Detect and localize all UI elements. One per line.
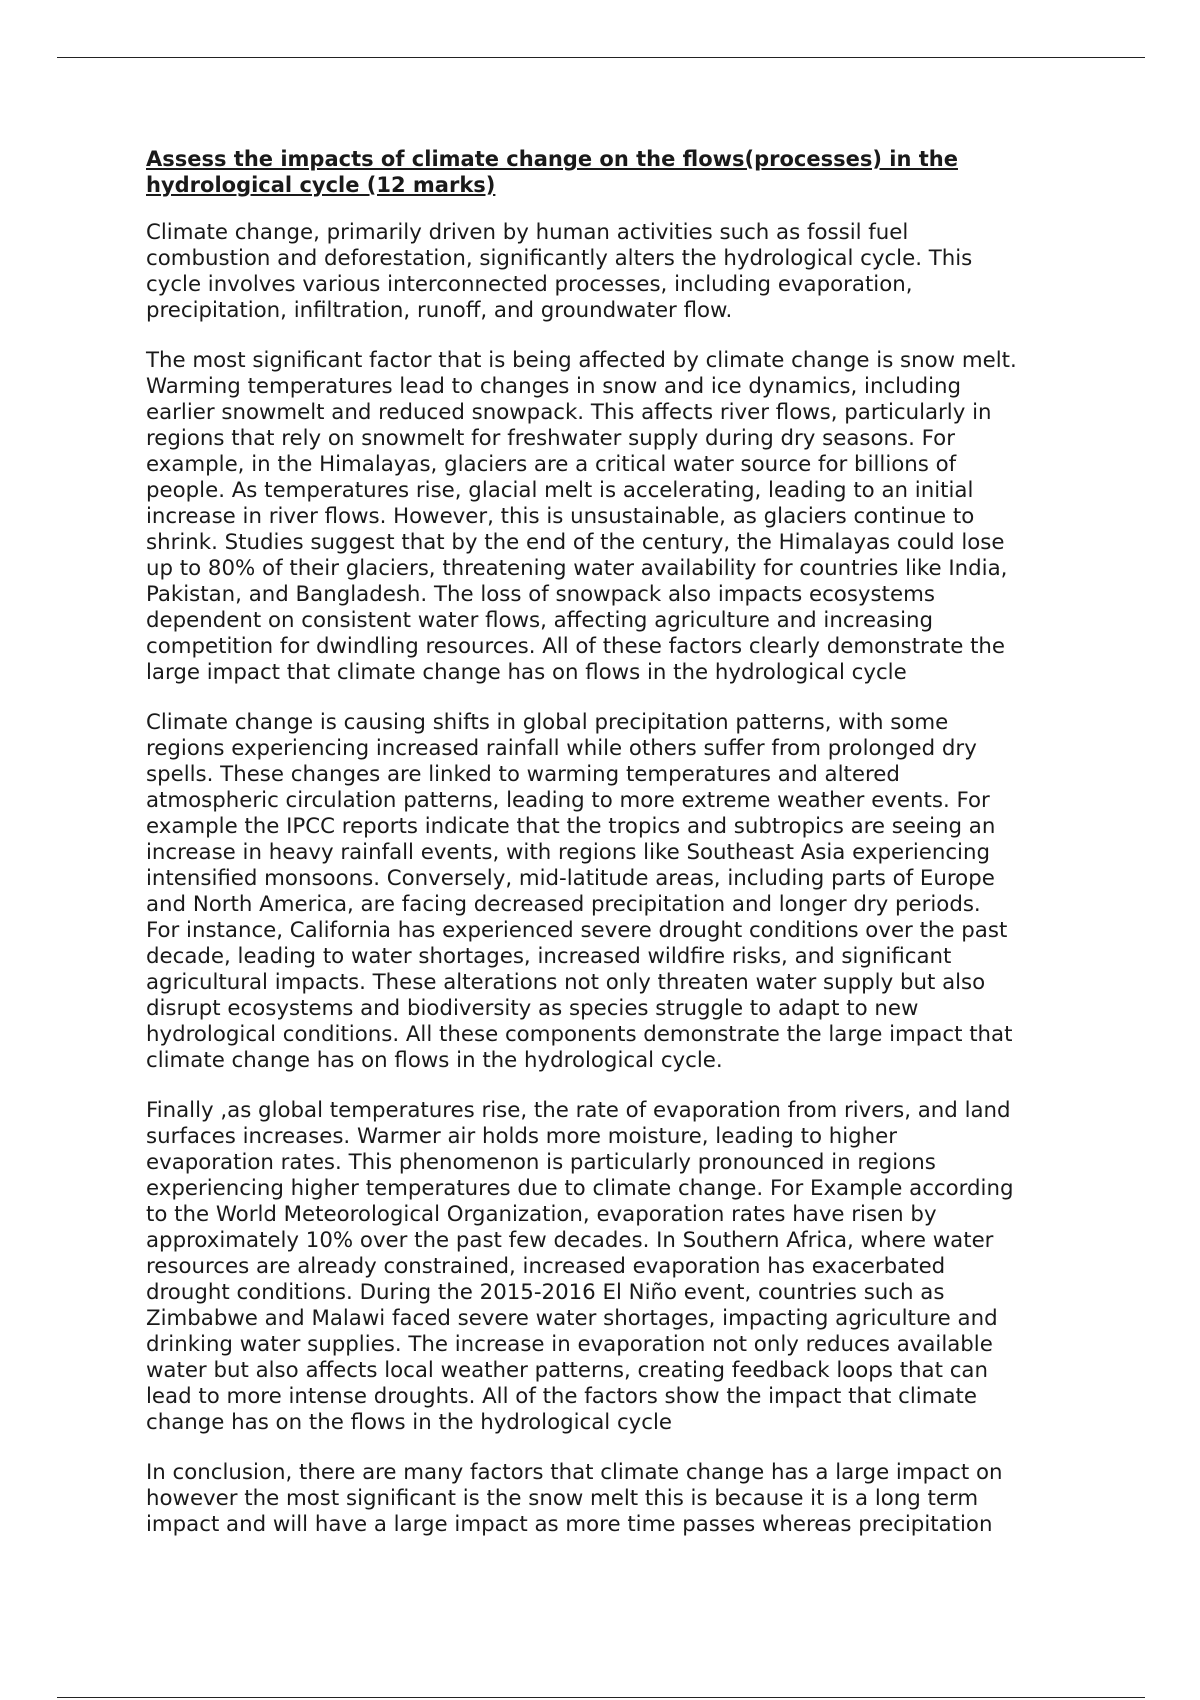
paragraph-intro: Climate change, primarily driven by human activities such as fossil fuel combustion and deforestation, significantly alters the hydrological cycle. This cycle involves various interconnected processes, including evaporation, precipitation, infiltration, runoff, and groundwater flow. [146, 220, 973, 323]
paragraph-evaporation: Finally ,as global temperatures rise, the rate of evaporation from rivers, and land surfaces increases. Warmer air holds more moisture, leading to higher evaporation rates. This phenomenon is particularly pronounced in regions experiencing higher temperatures due to climate change. For Example according to the World Meteorological Organization, evaporation rates have risen by approximately 10% over the past few decades. In Southern Africa, where water resources are already constrained, increased evaporation has exacerbated drought conditions. During the 2015-2016 El Niño event, countries such as Zimbabwe and Malawi faced severe water shortages, impacting agriculture and drinking water supplies. The increase in evaporation not only reduces available water but also affects local weather patterns, creating feedback loops that can lead to more intense droughts. All of the factors show the impact that climate change has on the flows in the hydrological cycle [146, 1098, 1014, 1435]
paragraph-conclusion: In conclusion, there are many factors that climate change has a large impact on however the most significant is the snow melt this is because it is a long term impact and will have a large impact as more time passes whereas precipitation [146, 1460, 1003, 1537]
paragraph-snow-melt: The most significant factor that is being affected by climate change is snow melt. Warming temperatures lead to changes in snow and ice dynamics, including earlier snowmelt and reduced snowpack. This affects river flows, particularly in regions that rely on snowmelt for freshwater supply during dry seasons. For example, in the Himalayas, glaciers are a critical water source for billions of people. As temperatures rise, glacial melt is accelerating, leading to an initial increase in river flows. However, this is unsustainable, as glaciers continue to shrink. Studies suggest that by the end of the century, the Himalayas could lose up to 80% of their glaciers, threatening water availability for countries like India, Pakistan, and Bangladesh. The loss of snowpack also impacts ecosystems dependent on consistent water flows, affecting agriculture and increasing competition for dwindling resources. All of these factors clearly demonstrate the large impact that climate change has on flows in the hydrological cycle [146, 348, 1017, 685]
essay-title: Assess the impacts of climate change on the flows(processes) in the hydrological cycle (12 marks) [146, 147, 958, 197]
paragraph-precipitation: Climate change is causing shifts in global precipitation patterns, with some regions experiencing increased rainfall while others suffer from prolonged dry spells. These changes are linked to warming temperatures and altered atmospheric circulation patterns, leading to more extreme weather events. For example the IPCC reports indicate that the tropics and subtropics are seeing an increase in heavy rainfall events, with regions like Southeast Asia experiencing intensified monsoons. Conversely, mid-latitude areas, including parts of Europe and North America, are facing decreased precipitation and longer dry periods. For instance, California has experienced severe drought conditions over the past decade, leading to water shortages, increased wildfire risks, and significant agricultural impacts. These alterations not only threaten water supply but also disrupt ecosystems and biodiversity as species struggle to adapt to new hydrological conditions. All these components demonstrate the large impact that climate change has on flows in the hydrological cycle. [146, 710, 1013, 1073]
bottom-divider [57, 1697, 1145, 1698]
top-divider [57, 57, 1145, 58]
document-body [146, 146, 1066, 1562]
